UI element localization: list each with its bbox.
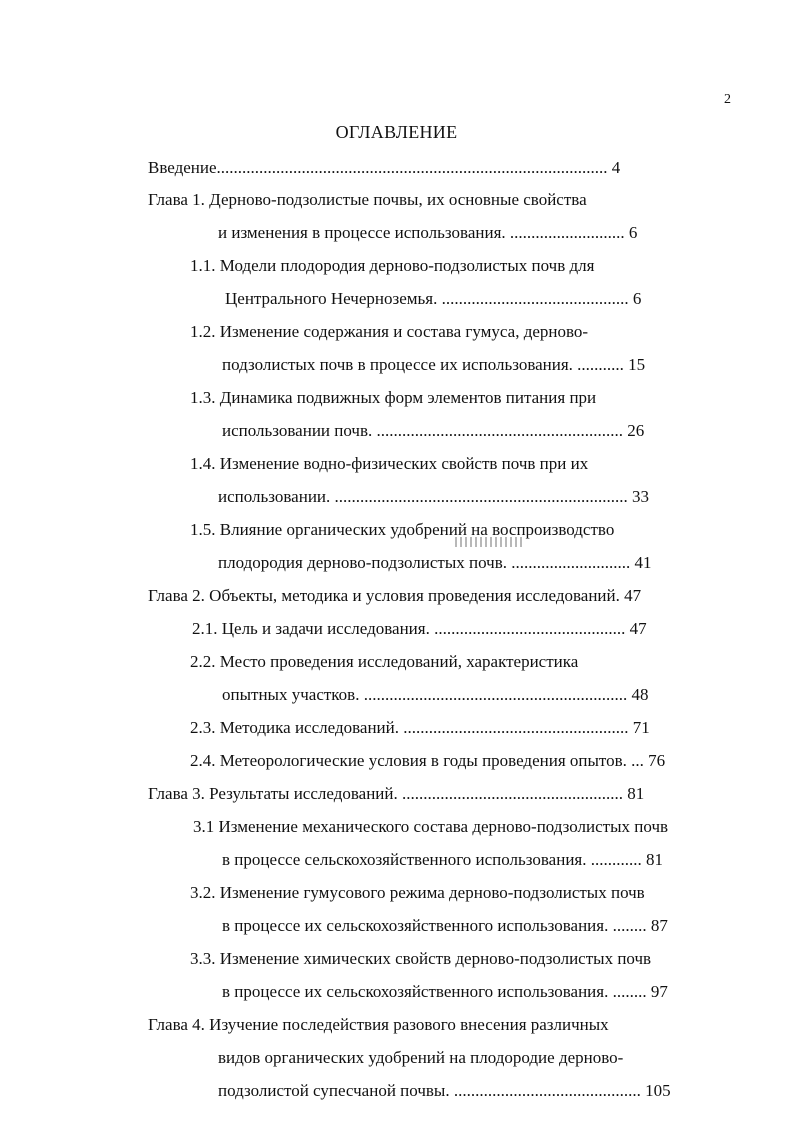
toc-entry-3-1-cont: в процессе сельскохозяйственного использования. ............ 81 (222, 850, 663, 869)
toc-entry-1-1: 1.1. Модели плодородия дерново-подзолистых почв для (190, 256, 595, 275)
toc-entry-3-3-cont: в процессе их сельскохозяйственного использования. ........ 97 (222, 982, 668, 1001)
toc-entry-ch4-cont2: подзолистой супесчаной почвы. ............................................ 105 (218, 1081, 671, 1100)
toc-entry-1-4: 1.4. Изменение водно-физических свойств почв при их (190, 454, 589, 473)
toc-entry-ch2: Глава 2. Объекты, методика и условия проведения исследований. 47 (148, 586, 642, 605)
toc-entry-3-2-cont: в процессе их сельскохозяйственного использования. ........ 87 (222, 916, 668, 935)
toc-title: ОГЛАВЛЕНИЕ (335, 122, 458, 142)
page-number: 2 (724, 92, 731, 107)
toc-entry-ch1-cont: и изменения в процессе использования. ........................... 6 (218, 223, 638, 242)
toc-entry-intro: Введение............................................................................................ 4 (148, 158, 621, 177)
smudge-mark (455, 537, 525, 547)
toc-entry-ch3: Глава 3. Результаты исследований. .................................................... 81 (148, 784, 645, 803)
toc-entry-3-2: 3.2. Изменение гумусового режима дерново-подзолистых почв (190, 883, 645, 902)
toc-entry-1-4-cont: использовании. ..................................................................... 33 (218, 487, 650, 506)
toc-entry-2-4: 2.4. Метеорологические условия в годы проведения опытов. ... 76 (190, 751, 666, 770)
toc-entry-3-1: 3.1 Изменение механического состава дерново-подзолистых почв (193, 817, 669, 836)
toc-entry-1-5-cont: плодородия дерново-подзолистых почв. ............................ 41 (218, 553, 652, 572)
toc-entry-2-1: 2.1. Цель и задачи исследования. ............................................. 47 (192, 619, 647, 638)
toc-entry-3-3: 3.3. Изменение химических свойств дерново-подзолистых почв (190, 949, 652, 968)
toc-entry-2-2-cont: опытных участков. .............................................................. 48 (222, 685, 649, 704)
toc-entry-ch1: Глава 1. Дерново-подзолистые почвы, их основные свойства (148, 190, 587, 209)
toc-entry-1-5: 1.5. Влияние органических удобрений на воспроизводство (190, 520, 615, 539)
toc-entry-2-3: 2.3. Методика исследований. ..................................................... 71 (190, 718, 650, 737)
toc-entry-ch4: Глава 4. Изучение последействия разового внесения различных (148, 1015, 609, 1034)
toc-entry-1-3: 1.3. Динамика подвижных форм элементов питания при (190, 388, 597, 407)
toc-entry-1-3-cont: использовании почв. .......................................................... 26 (222, 421, 645, 440)
toc-entry-ch4-cont1: видов органических удобрений на плодородие дерново- (218, 1048, 624, 1067)
toc-entry-1-1-cont: Центрального Нечерноземья. ............................................ 6 (225, 289, 642, 308)
toc-entry-1-2-cont: подзолистых почв в процессе их использования. ........... 15 (222, 355, 646, 374)
toc-entry-2-2: 2.2. Место проведения исследований, характеристика (190, 652, 579, 671)
toc-entry-1-2: 1.2. Изменение содержания и состава гумуса, дерново- (190, 322, 589, 341)
